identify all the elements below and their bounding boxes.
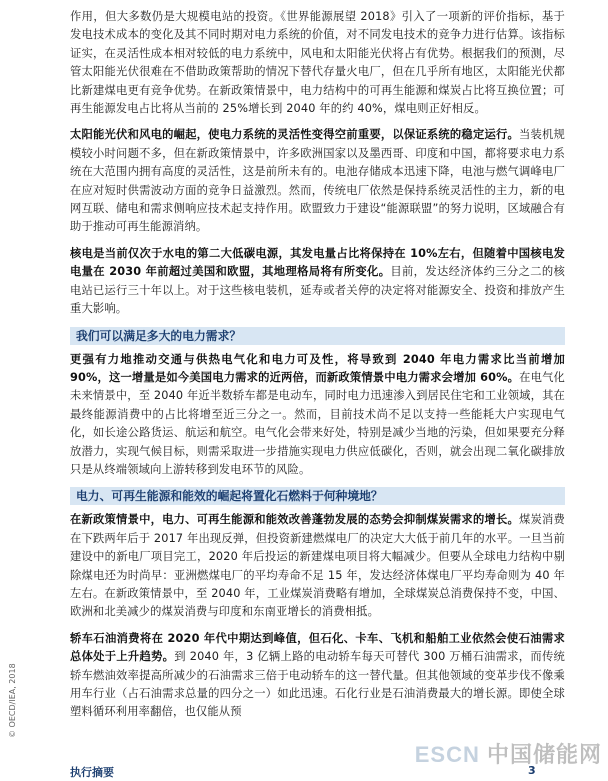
paragraph-lead: 在新政策情景中，电力、可再生能源和能效改善蓬勃发展的态势会抑制煤炭需求的增长。 — [70, 513, 519, 527]
watermark-brand-cn: 中国储能网 — [486, 742, 602, 767]
paragraph-5 — [70, 511, 565, 621]
paragraph-text: 作用，但大多数仍是大规模电站的投资。《世界能源展望 2018》引入了一项新的评价指标，基于发电技术成本的变化及其不同时期对电力系统的价值，对不同发电技术的竞争力进行估算。该指标证实，在灵活性成本相对较低的电力系统中，风电和太阳能光伏将占有优势。根据我们的预测，尽管太阳能光伏很难在不借助政策帮助的情况下替代存量火电厂，但在几乎所有地区，太阳能光伏都比新建煤电更有竞争优势。在新政策情景中，电力结构中的可再生能源和煤炭占比将互换位置；可再生能源发电占比将从当前的 25%增长到 2040 年的约 40%，煤电则正好相反。 — [70, 10, 565, 116]
section-heading-electricity-demand: 我们可以满足多大的电力需求？ — [70, 327, 565, 345]
body-text — [70, 0, 565, 730]
footer-section-title: 执行摘要 — [70, 766, 114, 779]
page-number: 3 — [528, 764, 536, 777]
paragraph-2 — [70, 126, 565, 236]
paragraph-text: 在电气化未来情景中，至 2040 年近半数轿车都是电动车，同时电力迅速渗入到居民住宅和工业领域，其在最终能源消费中的占比将增至近三分之一。然而，目前技术尚不足以支持一些能耗大户实现电气化，如长途公路货运、航运和航空。电气化会带来好处，特别是减少当地的污染，但如果要充分释放潜力，实现气候目标，则需采取进一步措施实现电力供应低碳化，否则，就会出现二氧化碳排放只是从终端领域向上游转移到发电环节的风险。 — [70, 370, 565, 476]
watermark-brand: ESCN — [414, 742, 480, 767]
paragraph-lead: 轿车石油消费将在 2020 年代中期达到峰值，但石化、卡车、飞机和船舶工业依然会使石油需求总体处于上升趋势。 — [70, 631, 565, 664]
paragraph-lead: 核电是当前仅次于水电的第二大低碳电源，其发电量占比将保持在 10%左右，但随着中国核电发电量在 2030 年前超过美国和欧盟，其地理格局将有所变化。 — [70, 246, 565, 279]
paragraph-6 — [70, 630, 565, 722]
paragraph-text: 到 2040 年，3 亿辆上路的电动轿车每天可替代 300 万桶石油需求，而传统轿车燃油效率提高所减少的石油需求三倍于电动轿车的这一替代量。但其他领域的变革步伐不像乘用车行业（占石油需求总量的四分之一）如此迅速。石化行业是石油消费最大的增长源。即使全球塑料循环利用率翻倍，也仅能从预 — [70, 650, 565, 719]
paragraph-4 — [70, 351, 565, 480]
paragraph-3 — [70, 245, 565, 319]
paragraph-1 — [70, 8, 565, 118]
paragraph-text: 当装机规模较小时问题不多，但在新政策情景中，许多欧洲国家以及墨西哥、印度和中国，都将要求电力系统在大范围内拥有高度的灵活性，这是前所未有的。电池存储成本迅速下降，电池与燃气调峰电厂在应对短时供需波动方面的竞争日益激烈。然而，传统电厂依然是保持系统灵活性的主力，新的电网互联、储电和需求侧响应技术起支持作用。欧盟致力于建设“能源联盟”的努力说明，区域融合有助于推动可再生能源消纳。 — [70, 128, 565, 234]
paragraph-text: 目前，发达经济体约三分之二的核电站已运行三十年以上。对于这些核电装机，延寿或者关停的决定将对能源安全、投资和排放产生重大影响。 — [70, 265, 565, 316]
paragraph-lead: 太阳能光伏和风电的崛起，使电力系统的灵活性变得空前重要，以保证系统的稳定运行。 — [70, 128, 519, 142]
section-heading-fossil-fuels: 电力、可再生能源和能效的崛起将置化石燃料于何种境地？ — [70, 487, 565, 505]
paragraph-lead: 更强有力地推动交通与供热电气化和电力可及性，将导致到 2040 年电力需求比当前增加 90%，这一增量是如今美国电力需求的近两倍，而新政策情景中电力需求会增加 60%。 — [70, 352, 565, 384]
copyright-note: © OECD/IEA, 2018 — [8, 663, 17, 738]
watermark-logo — [415, 738, 602, 769]
paragraph-text: 煤炭消费在下跌两年后于 2017 年出现反弹，但投资新建燃煤电厂的决定大大低于前几年的水平。一旦当前建设中的新电厂项目完工，2020 年后投运的新建煤电项目将大幅减少。但要从全球电力结构中剔除煤电还为时尚早：亚洲燃煤电厂的平均寿命不足 15 年，发达经济体煤电厂平均寿命则为 40 年左右。在新政策情景中，至 2040 年，工业煤炭消费略有增加，全球煤炭总消费保持不变，中国、欧洲和北美减少的煤炭消费与印度和东南亚增长的消费相抵。 — [70, 513, 565, 619]
